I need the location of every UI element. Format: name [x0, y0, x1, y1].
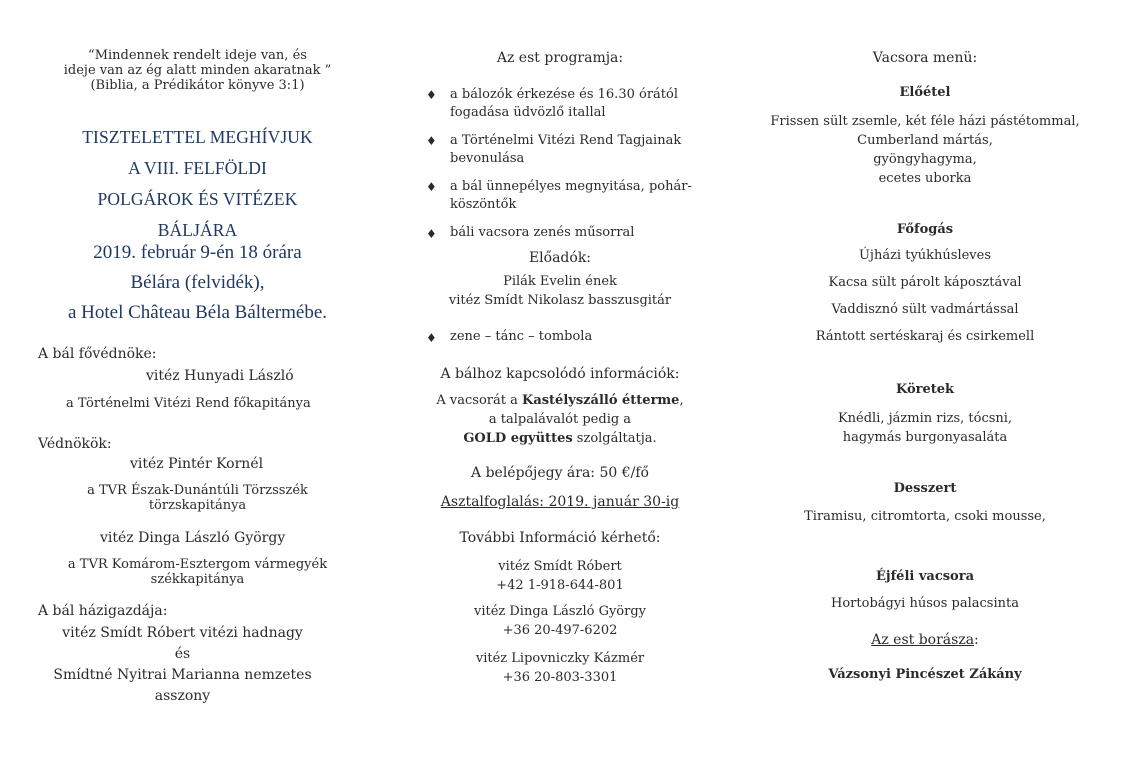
sponsor1-title-line: a TVR Észak-Dunántúli Törzsszék — [87, 483, 308, 498]
diamond-bullet-icon: ♦ — [426, 88, 437, 102]
sponsor2-title-line: a TVR Komárom-Esztergom vármegyék — [67, 557, 328, 572]
program-item-line: a bál ünnepélyes megnyitása, pohár- — [450, 179, 692, 194]
diamond-bullet-icon: ♦ — [426, 180, 437, 194]
contact-name: vitéz Lipovniczky Kázmér — [475, 651, 645, 666]
menu-title: Vacsora menü: — [872, 50, 978, 66]
performers-list — [410, 272, 710, 310]
quote-line: “Mindennek rendelt ideje van, és — [88, 48, 307, 63]
starter-list — [755, 112, 1095, 188]
sponsor2-title — [20, 557, 375, 587]
sponsors-label: Védnökök: — [38, 436, 112, 452]
dessert-label: Desszert — [893, 481, 957, 496]
menu-item: Hortobágyi húsos palacsinta — [831, 596, 1019, 611]
menu-item: hagymás burgonyasaláta — [842, 430, 1008, 445]
program-item-line: a bálozók érkezése és 16.30 órától — [450, 87, 678, 102]
sides-label: Köretek — [895, 382, 955, 397]
menu-item: Vaddisznó sült vadmártással — [831, 302, 1019, 317]
sponsor2-name: vitéz Dinga László György — [100, 530, 286, 546]
info-line-3 — [410, 429, 710, 448]
menu-item: Tiramisu, citromtorta, csoki mousse, — [804, 509, 1046, 524]
info-text — [410, 391, 710, 448]
info-text-part: , — [679, 393, 684, 408]
info-line-2: a talpalávalót pedig a — [488, 412, 632, 427]
sponsor1-title — [20, 483, 375, 513]
contact-2 — [410, 602, 710, 640]
starter-label: Előétel — [899, 85, 951, 100]
program-item-line: bevonulása — [450, 151, 525, 166]
program-item-line: köszöntők — [450, 197, 517, 212]
menu-item: ecetes uborka — [878, 171, 972, 186]
wine-label-colon: : — [974, 632, 979, 648]
winery-name: Vázsonyi Pincészet Zákány — [828, 667, 1022, 682]
diamond-bullet-icon: ♦ — [426, 227, 437, 241]
menu-item: Kacsa sült párolt káposztával — [828, 275, 1022, 290]
more-info-label: További Információ kérhető: — [459, 530, 661, 546]
info-title: A bálhoz kapcsolódó információk: — [440, 366, 680, 382]
invite-line: BÁLJÁRA — [157, 220, 238, 240]
program-item-4: báli vacsora zenés műsorral — [450, 225, 635, 240]
patron-label: A bál fővédnöke: — [38, 346, 157, 362]
event-date: 2019. február 9-én 18 órára — [93, 242, 302, 263]
invite-line: TISZTELETTEL MEGHÍVJUK — [82, 127, 313, 147]
info-text-part: A vacsorát a — [436, 393, 523, 408]
contact-3 — [410, 649, 710, 687]
host-line: asszony — [154, 688, 211, 704]
program-item-2 — [450, 132, 681, 168]
contact-1 — [410, 557, 710, 595]
host-line: Smídtné Nyitrai Marianna nemzetes — [53, 667, 312, 683]
program-item-line: a Történelmi Vitézi Rend Tagjainak — [450, 133, 682, 148]
invite-line: POLGÁROK ÉS VITÉZEK — [97, 189, 298, 209]
menu-item: Rántott sertéskaraj és csirkemell — [815, 329, 1035, 344]
contact-name: vitéz Smídt Róbert — [498, 559, 622, 574]
menu-item: gyöngyhagyma, — [873, 152, 977, 167]
event-venue: a Hotel Château Béla Báltermébe. — [67, 302, 328, 323]
performers-label: Előadók: — [528, 250, 592, 266]
program-title: Az est programja: — [496, 50, 624, 66]
event-town: Bélára (felvidék), — [130, 272, 265, 293]
contact-phone: +36 20-803-3301 — [502, 670, 618, 685]
main-course-label: Főfogás — [896, 222, 954, 237]
ticket-price: A belépőjegy ára: 50 €/fő — [471, 465, 649, 481]
wine-label — [755, 632, 1095, 648]
program-item-1 — [450, 86, 678, 122]
host-line: vitéz Smídt Róbert vitézi hadnagy — [62, 625, 303, 641]
restaurant-name: Kastélyszálló étterme — [522, 393, 680, 408]
invite-line: A VIII. FELFÖLDI — [128, 158, 267, 178]
quote-line: ideje van az ég alatt minden akaratnak ” — [63, 63, 332, 78]
program-item-3 — [450, 178, 692, 214]
diamond-bullet-icon: ♦ — [426, 331, 437, 345]
performer: Pilák Evelin ének — [503, 274, 617, 289]
quote-line: (Biblia, a Prédikátor könyve 3:1) — [90, 78, 305, 93]
patron-title: a Történelmi Vitézi Rend főkapitánya — [66, 396, 311, 411]
wine-label-text: Az est borásza — [871, 632, 975, 648]
contact-phone: +42 1-918-644-801 — [496, 578, 624, 593]
menu-item: Újházi tyúkhúsleves — [858, 248, 992, 263]
sponsor1-name: vitéz Pintér Kornél — [130, 456, 264, 472]
menu-item: Frissen sült zsemle, két féle házi pástétommal, — [770, 114, 1080, 129]
midnight-dinner-label: Éjféli vacsora — [875, 569, 975, 584]
host-names — [5, 623, 360, 707]
band-name: GOLD együttes — [463, 431, 573, 446]
host-line: és — [174, 646, 191, 662]
invitation-heading — [20, 122, 375, 246]
info-text-part: szolgáltatja. — [572, 431, 657, 446]
info-line-1 — [410, 391, 710, 410]
program-item-line: fogadása üdvözlő itallal — [450, 105, 606, 120]
menu-item: Cumberland mártás, — [857, 133, 993, 148]
menu-item: Knédli, jázmin rizs, tócsni, — [837, 411, 1013, 426]
patron-name: vitéz Hunyadi László — [146, 368, 294, 384]
sides-list — [755, 409, 1095, 447]
contact-name: vitéz Dinga László György — [473, 604, 646, 619]
bible-quote — [20, 48, 375, 93]
event-date-place — [20, 238, 375, 328]
contact-phone: +36 20-497-6202 — [502, 623, 618, 638]
sponsor1-title-line: törzskapitánya — [148, 498, 247, 513]
diamond-bullet-icon: ♦ — [426, 134, 437, 148]
program-item-5: zene – tánc – tombola — [450, 329, 593, 344]
performer: vitéz Smídt Nikolasz basszusgitár — [448, 293, 672, 308]
host-label: A bál házigazdája: — [38, 603, 168, 619]
reservation-deadline: Asztalfoglalás: 2019. január 30-ig — [440, 494, 680, 510]
sponsor2-title-line: székkapitánya — [150, 572, 245, 587]
